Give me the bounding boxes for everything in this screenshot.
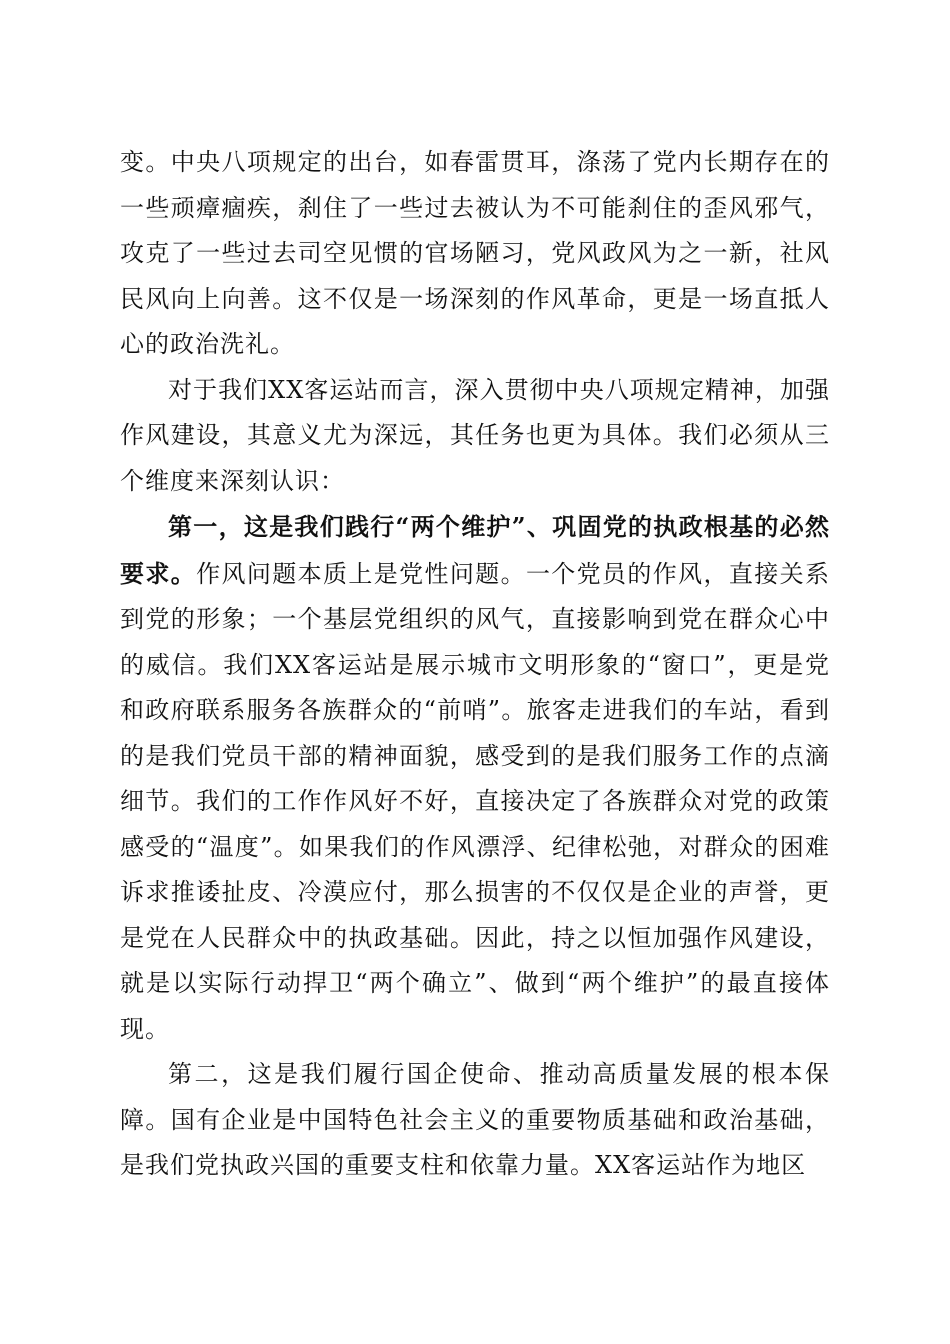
paragraph-1 (120, 140, 830, 368)
paragraph-3-lead: 第一，这是我们践行“两个维护”、巩固党的执政根基的必然要求。 (120, 512, 830, 588)
paragraph-4-text: 第二，这是我们履行国企使命、推动高质量发展的根本保障。国有企业是中国特色社会主义的重要物质基础和政治基础，是我们党执政兴国的重要支柱和依靠力量。XX客运站作为地区 (120, 1060, 830, 1179)
paragraph-3 (120, 504, 830, 1052)
paragraph-2-text: 对于我们XX客运站而言，深入贯彻中央八项规定精神，加强作风建设，其意义尤为深远，其任务也更为具体。我们必须从三个维度来深刻认识： (120, 375, 830, 495)
paragraph-3-text: 作风问题本质上是党性问题。一个党员的作风，直接关系到党的形象；一个基层党组织的风气，直接影响到党在群众心中的威信。我们XX客运站是展示城市文明形象的“窗口”，更是党和政府联系服务各族群众的“前哨”。旅客走进我们的车站，看到的是我们党员干部的精神面貌，感受到的是我们服务工作的点滴细节。我们的工作作风好不好，直接决定了各族群众对党的政策感受的“温度”。如果我们的作风漂浮、纪律松弛，对群众的困难诉求推诿扯皮、冷漠应付，那么损害的不仅仅是企业的声誉，更是党在人民群众中的执政基础。因此，持之以恒加强作风建设，就是以实际行动捍卫“两个确立”、做到“两个维护”的最直接体现。 (120, 559, 831, 1043)
paragraph-4 (120, 1052, 830, 1189)
paragraph-2 (120, 368, 830, 505)
document-body (120, 140, 830, 1189)
paragraph-1-text: 变。中央八项规定的出台，如春雷贯耳，涤荡了党内长期存在的一些顽瘴痼疾，刹住了一些过去被认为不可能刹住的歪风邪气，攻克了一些过去司空见惯的官场陋习，党风政风为之一新，社风民风向上向善。这不仅是一场深刻的作风革命，更是一场直抵人心的政治洗礼。 (120, 148, 830, 358)
